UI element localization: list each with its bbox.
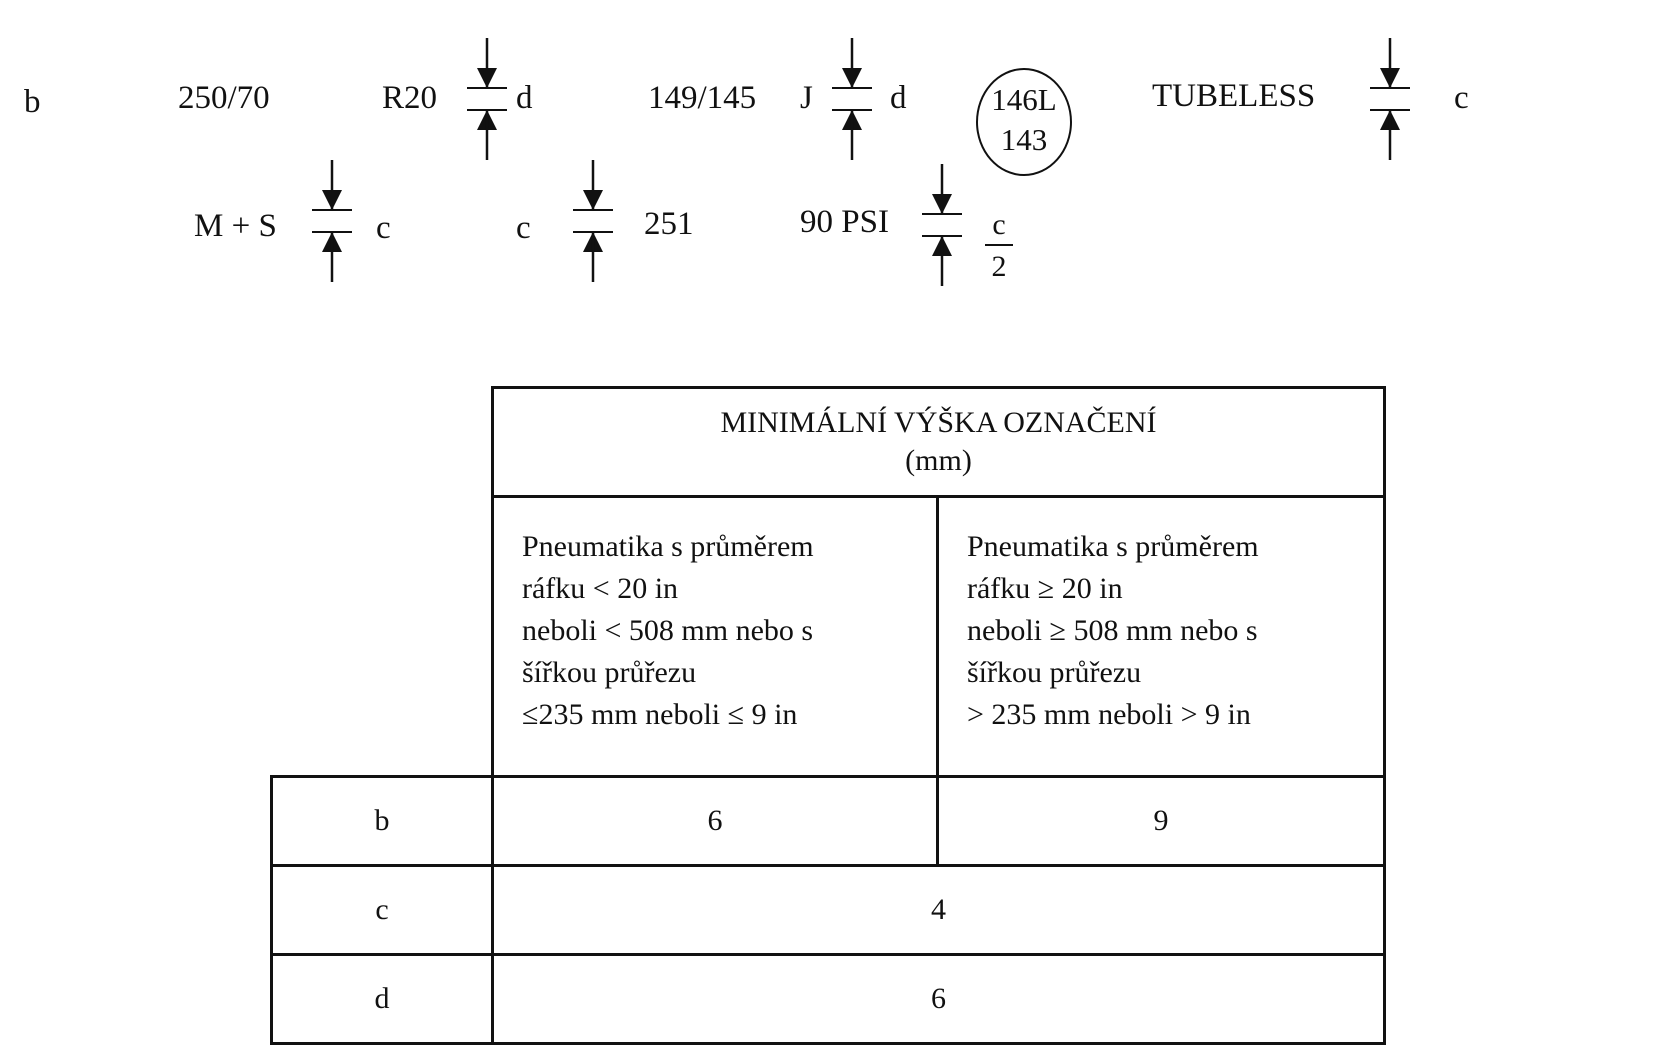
pressure-text: 90 PSI [800, 204, 889, 240]
value-d: 6 [493, 955, 1385, 1044]
col2-line: ráfku ≥ 20 in [967, 572, 1123, 605]
dim-label-d: d [890, 80, 907, 116]
tubeless-text: TUBELESS [1152, 78, 1316, 114]
fraction-c-over-2 [985, 210, 1013, 282]
table-header [493, 388, 1385, 497]
column-desc-large-rim [938, 497, 1385, 777]
dim-label-c: c [1454, 80, 1469, 116]
dimension-arrow-icon [832, 38, 872, 162]
table-header-title: MINIMÁLNÍ VÝŠKA OZNAČENÍ [720, 406, 1157, 439]
value-c: 4 [493, 866, 1385, 955]
col2-line: šířkou průřezu [967, 656, 1142, 689]
dim-label-c: c [376, 210, 391, 246]
dimension-arrow-icon [467, 38, 507, 162]
col1-line: ≤235 mm neboli ≤ 9 in [522, 698, 798, 731]
value-b-small: 6 [493, 777, 938, 866]
table-row [272, 866, 1385, 955]
load-index-circle [976, 68, 1072, 176]
fraction-bar [985, 244, 1013, 246]
circle-bottom-text: 143 [1000, 122, 1048, 157]
value-b-large: 9 [938, 777, 1385, 866]
marking-b-label: b [24, 84, 41, 120]
fraction-denominator: 2 [991, 250, 1007, 283]
table-row [272, 777, 1385, 866]
mud-snow-text: M + S [194, 208, 277, 244]
col2-line: > 235 mm neboli > 9 in [967, 698, 1251, 731]
dimension-arrow-icon [1370, 38, 1410, 162]
row-label-d: d [272, 955, 493, 1044]
dim-label-d: d [516, 80, 533, 116]
marking-height-table [270, 386, 1386, 1045]
col1-line: Pneumatika s průměrem [522, 530, 814, 563]
dimension-arrow-icon [573, 160, 613, 284]
number-251: 251 [644, 206, 694, 242]
speed-symbol: J [800, 80, 813, 116]
row-label-c: c [272, 866, 493, 955]
table-header-unit: (mm) [905, 444, 972, 477]
col1-line: šířkou průřezu [522, 656, 697, 689]
dimension-arrow-icon [922, 164, 962, 288]
tyre-size: 250/70 [178, 80, 270, 116]
col2-line: Pneumatika s průměrem [967, 530, 1259, 563]
table-row [272, 955, 1385, 1044]
col2-line: neboli ≥ 508 mm nebo s [967, 614, 1258, 647]
construction-code: R20 [382, 80, 438, 116]
row-label-b: b [272, 777, 493, 866]
dim-label-c: c [516, 210, 531, 246]
column-desc-small-rim [493, 497, 938, 777]
fraction-numerator: c [992, 208, 1006, 241]
load-index: 149/145 [648, 80, 757, 116]
circle-top-text: 146L [991, 82, 1057, 117]
table-blank-corner [272, 388, 493, 777]
dimension-arrow-icon [312, 160, 352, 284]
col1-line: ráfku < 20 in [522, 572, 679, 605]
col1-line: neboli < 508 mm nebo s [522, 614, 814, 647]
